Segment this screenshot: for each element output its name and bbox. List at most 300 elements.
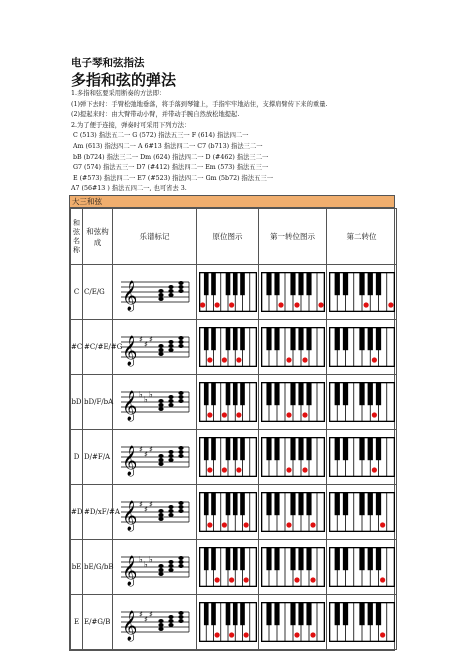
first-inversion-cell bbox=[259, 485, 327, 540]
first-inversion-cell bbox=[259, 320, 327, 375]
black-key bbox=[375, 602, 380, 625]
piano-keyboard bbox=[261, 492, 325, 532]
note-head bbox=[158, 462, 163, 466]
first-inversion-cell bbox=[259, 430, 327, 485]
black-key bbox=[306, 272, 311, 295]
black-key bbox=[306, 602, 311, 625]
note-head bbox=[158, 403, 163, 407]
piano-keyboard bbox=[199, 272, 257, 312]
black-key bbox=[290, 327, 295, 350]
finger-marker bbox=[221, 467, 226, 472]
note-head bbox=[158, 399, 163, 403]
black-key bbox=[298, 382, 303, 405]
piano-keyboard bbox=[199, 492, 257, 532]
black-key bbox=[342, 492, 347, 515]
note-head bbox=[178, 560, 183, 564]
treble-clef-icon: 𝄞 bbox=[121, 556, 137, 586]
accidental-icon: ♯ bbox=[148, 500, 153, 509]
black-key bbox=[266, 547, 271, 570]
treble-clef-icon: 𝄞 bbox=[121, 281, 137, 311]
finger-marker bbox=[221, 412, 226, 417]
note-head bbox=[158, 458, 163, 462]
finger-marker bbox=[278, 302, 283, 307]
black-key bbox=[334, 437, 339, 460]
table-row bbox=[71, 595, 397, 650]
note-head bbox=[168, 285, 173, 289]
note-head bbox=[158, 627, 163, 631]
treble-clef-icon: 𝄞 bbox=[121, 501, 137, 531]
finger-marker bbox=[229, 302, 234, 307]
note-head bbox=[158, 297, 163, 301]
note-head bbox=[158, 513, 163, 517]
second-inversion-cell bbox=[327, 320, 397, 375]
finger-marker bbox=[380, 632, 385, 637]
second-inversion-cell bbox=[327, 595, 397, 650]
black-key bbox=[211, 437, 216, 460]
note-head bbox=[178, 501, 183, 505]
black-key bbox=[232, 492, 237, 515]
second-inversion-cell bbox=[327, 375, 397, 430]
header-root-position: 原位图示 bbox=[197, 209, 259, 265]
first-inversion-cell bbox=[259, 595, 327, 650]
black-key bbox=[290, 272, 295, 295]
black-key bbox=[375, 547, 380, 570]
note-head bbox=[178, 564, 183, 568]
note-head bbox=[168, 513, 173, 517]
black-key bbox=[203, 272, 208, 295]
black-key bbox=[367, 492, 372, 515]
table-row bbox=[71, 265, 397, 320]
black-key bbox=[225, 437, 230, 460]
black-key bbox=[203, 327, 208, 350]
note-head bbox=[168, 623, 173, 627]
piano-keyboard bbox=[199, 327, 257, 367]
accidental-icon: ♯ bbox=[143, 615, 148, 624]
document-title: 电子琴和弦指法 bbox=[71, 57, 145, 69]
header-chord-name bbox=[71, 209, 83, 265]
root-position-cell bbox=[197, 485, 259, 540]
black-key bbox=[225, 382, 230, 405]
black-key bbox=[266, 327, 271, 350]
black-key bbox=[306, 382, 311, 405]
finger-marker bbox=[200, 302, 205, 307]
header-second-inversion: 第二转位 bbox=[327, 209, 397, 265]
black-key bbox=[367, 437, 372, 460]
piano-keyboard bbox=[261, 272, 325, 312]
note-head bbox=[178, 289, 183, 293]
black-key bbox=[306, 327, 311, 350]
finger-marker bbox=[310, 577, 315, 582]
note-head bbox=[178, 450, 183, 454]
black-key bbox=[274, 327, 279, 350]
note-head bbox=[168, 615, 173, 619]
note-head bbox=[168, 289, 173, 293]
piano-keyboard bbox=[329, 437, 395, 477]
body-line: (2)提起来时：由大臂带动小臂，并带动手腕自然放松地提起. bbox=[71, 111, 240, 119]
first-inversion-cell bbox=[259, 540, 327, 595]
piano-keyboard bbox=[261, 382, 325, 422]
black-key bbox=[375, 272, 380, 295]
finger-marker bbox=[302, 412, 307, 417]
note-head bbox=[178, 281, 183, 285]
finger-marker bbox=[214, 632, 219, 637]
note-head bbox=[178, 395, 183, 399]
table-row bbox=[71, 320, 397, 375]
note-head bbox=[178, 285, 183, 289]
black-key bbox=[342, 327, 347, 350]
note-head bbox=[178, 336, 183, 340]
finger-marker bbox=[229, 632, 234, 637]
finger-marker bbox=[207, 467, 212, 472]
note-head bbox=[168, 560, 173, 564]
music-staff bbox=[119, 326, 191, 368]
finger-marker bbox=[310, 522, 315, 527]
notation-cell bbox=[113, 595, 197, 650]
finger-marker bbox=[371, 467, 376, 472]
chord-name-cell: #D bbox=[71, 485, 83, 540]
note-head bbox=[168, 344, 173, 348]
black-key bbox=[240, 382, 245, 405]
root-position-cell bbox=[197, 430, 259, 485]
black-key bbox=[211, 382, 216, 405]
note-head bbox=[168, 340, 173, 344]
note-head bbox=[158, 509, 163, 513]
body-line: Am (613) 指法四二一 A 6#13 指法四二一 C7 (b713) 指法三二一 bbox=[73, 142, 263, 150]
note-head bbox=[178, 611, 183, 615]
black-key bbox=[342, 437, 347, 460]
piano-keyboard bbox=[329, 492, 395, 532]
root-position-cell bbox=[197, 375, 259, 430]
piano-keyboard bbox=[199, 382, 257, 422]
black-key bbox=[225, 492, 230, 515]
finger-marker bbox=[214, 302, 219, 307]
table-row bbox=[71, 430, 397, 485]
chord-composition-cell: D/#F/A bbox=[83, 430, 113, 485]
black-key bbox=[367, 602, 372, 625]
note-head bbox=[178, 391, 183, 395]
chord-name-cell: E bbox=[71, 595, 83, 650]
accidental-icon: ♯ bbox=[138, 335, 143, 344]
note-head bbox=[168, 399, 173, 403]
black-key bbox=[225, 547, 230, 570]
black-key bbox=[359, 492, 364, 515]
chord-composition-cell: bE/G/bB bbox=[83, 540, 113, 595]
piano-keyboard bbox=[261, 602, 325, 642]
second-inversion-cell bbox=[327, 265, 397, 320]
black-key bbox=[232, 327, 237, 350]
accidental-icon: ♭ bbox=[138, 390, 143, 399]
black-key bbox=[334, 492, 339, 515]
second-inversion-cell bbox=[327, 430, 397, 485]
finger-marker bbox=[286, 467, 291, 472]
note-head bbox=[168, 458, 173, 462]
black-key bbox=[290, 492, 295, 515]
root-position-cell bbox=[197, 265, 259, 320]
black-key bbox=[298, 547, 303, 570]
black-key bbox=[342, 382, 347, 405]
note-head bbox=[158, 352, 163, 356]
music-staff bbox=[119, 436, 191, 478]
black-key bbox=[203, 492, 208, 515]
note-head bbox=[168, 564, 173, 568]
finger-marker bbox=[371, 412, 376, 417]
black-key bbox=[342, 602, 347, 625]
accidental-icon: ♯ bbox=[138, 445, 143, 454]
black-key bbox=[306, 437, 311, 460]
black-key bbox=[298, 437, 303, 460]
finger-marker bbox=[243, 632, 248, 637]
finger-marker bbox=[302, 357, 307, 362]
treble-clef-icon: 𝄞 bbox=[121, 611, 137, 641]
black-key bbox=[240, 272, 245, 295]
accidental-icon: ♭ bbox=[148, 390, 153, 399]
black-key bbox=[266, 437, 271, 460]
black-key bbox=[359, 272, 364, 295]
root-position-cell bbox=[197, 320, 259, 375]
black-key bbox=[306, 492, 311, 515]
finger-marker bbox=[236, 357, 241, 362]
chord-name-cell: C bbox=[71, 265, 83, 320]
black-key bbox=[334, 382, 339, 405]
table-header-row bbox=[71, 209, 397, 265]
black-key bbox=[274, 492, 279, 515]
black-key bbox=[334, 602, 339, 625]
black-key bbox=[274, 547, 279, 570]
accidental-icon: ♯ bbox=[138, 610, 143, 619]
black-key bbox=[211, 602, 216, 625]
note-head bbox=[168, 450, 173, 454]
accidental-icon: ♭ bbox=[143, 560, 148, 569]
note-head bbox=[178, 446, 183, 450]
black-key bbox=[359, 327, 364, 350]
treble-clef-icon: 𝄞 bbox=[121, 391, 137, 421]
finger-marker bbox=[380, 522, 385, 527]
accidental-icon: ♭ bbox=[143, 395, 148, 404]
accidental-icon: ♯ bbox=[148, 610, 153, 619]
finger-marker bbox=[318, 302, 323, 307]
note-head bbox=[168, 568, 173, 572]
second-inversion-cell bbox=[327, 485, 397, 540]
treble-clef-icon: 𝄞 bbox=[121, 336, 137, 366]
black-key bbox=[240, 547, 245, 570]
black-key bbox=[367, 327, 372, 350]
treble-clef-icon: 𝄞 bbox=[121, 446, 137, 476]
note-head bbox=[178, 454, 183, 458]
accidental-icon: ♯ bbox=[143, 450, 148, 459]
black-key bbox=[375, 327, 380, 350]
finger-marker bbox=[294, 632, 299, 637]
header-notation: 乐谱标记 bbox=[113, 209, 197, 265]
black-key bbox=[211, 272, 216, 295]
finger-marker bbox=[229, 577, 234, 582]
note-head bbox=[168, 348, 173, 352]
note-head bbox=[158, 572, 163, 576]
body-line: 2.为了便于连接，弹奏时可采用下列方法： bbox=[71, 121, 191, 129]
body-line: (1)弹下去时：手臂松弛地垂落，将手落到琴键上，手指牢牢地站住，支撑肩臂传下来的重量. bbox=[71, 100, 328, 108]
note-head bbox=[158, 348, 163, 352]
black-key bbox=[342, 272, 347, 295]
piano-keyboard bbox=[199, 547, 257, 587]
note-head bbox=[158, 517, 163, 521]
header-chord-composition: 和弦构成 bbox=[83, 209, 113, 265]
black-key bbox=[203, 602, 208, 625]
black-key bbox=[232, 437, 237, 460]
black-key bbox=[290, 547, 295, 570]
body-line: C (513) 指法五二一 G (572) 指法五三一 F (614) 指法四二一 bbox=[73, 132, 249, 140]
note-head bbox=[168, 505, 173, 509]
black-key bbox=[240, 492, 245, 515]
piano-keyboard bbox=[329, 547, 395, 587]
table-row bbox=[71, 485, 397, 540]
black-key bbox=[203, 382, 208, 405]
notation-cell bbox=[113, 430, 197, 485]
note-head bbox=[168, 293, 173, 297]
black-key bbox=[266, 382, 271, 405]
black-key bbox=[225, 327, 230, 350]
note-head bbox=[168, 509, 173, 513]
chord-composition-cell: E/#G/B bbox=[83, 595, 113, 650]
table-row bbox=[71, 375, 397, 430]
body-line: bB (b724) 指法三二一 Dm (624) 指法四二一 D (#462) 指法三二一 bbox=[73, 153, 269, 161]
black-key bbox=[359, 437, 364, 460]
piano-keyboard bbox=[261, 327, 325, 367]
chord-name-cell: #C bbox=[71, 320, 83, 375]
black-key bbox=[232, 382, 237, 405]
black-key bbox=[359, 382, 364, 405]
black-key bbox=[203, 437, 208, 460]
body-line: A7 (56#13 ) 指法五四二一, 也可省去 3. bbox=[71, 185, 187, 193]
notation-cell bbox=[113, 320, 197, 375]
root-position-cell bbox=[197, 540, 259, 595]
finger-marker bbox=[310, 632, 315, 637]
black-key bbox=[240, 327, 245, 350]
finger-marker bbox=[221, 522, 226, 527]
music-staff bbox=[119, 491, 191, 533]
body-line: E (#573) 指法四二一 E7 (#523) 指法四二一 Gm (5b72) 指法五三一 bbox=[73, 174, 274, 182]
finger-marker bbox=[388, 302, 393, 307]
chord-composition-cell: bD/F/bA bbox=[83, 375, 113, 430]
note-head bbox=[158, 293, 163, 297]
finger-marker bbox=[236, 412, 241, 417]
finger-marker bbox=[243, 577, 248, 582]
second-inversion-cell bbox=[327, 540, 397, 595]
section-heading: 多指和弦的弹法 bbox=[71, 71, 177, 89]
accidental-icon: ♯ bbox=[148, 335, 153, 344]
note-head bbox=[168, 403, 173, 407]
finger-marker bbox=[221, 357, 226, 362]
root-position-cell bbox=[197, 595, 259, 650]
accidental-icon: ♭ bbox=[148, 555, 153, 564]
finger-marker bbox=[286, 357, 291, 362]
note-head bbox=[178, 505, 183, 509]
finger-marker bbox=[207, 522, 212, 527]
body-text bbox=[71, 89, 401, 195]
black-key bbox=[232, 272, 237, 295]
header-chord-name-text: 和 弦 名 称 bbox=[73, 218, 80, 254]
black-key bbox=[359, 547, 364, 570]
black-key bbox=[334, 547, 339, 570]
finger-marker bbox=[294, 302, 299, 307]
black-key bbox=[334, 327, 339, 350]
finger-marker bbox=[294, 577, 299, 582]
black-key bbox=[274, 437, 279, 460]
piano-keyboard bbox=[329, 327, 395, 367]
black-key bbox=[306, 547, 311, 570]
piano-keyboard bbox=[329, 602, 395, 642]
note-head bbox=[168, 619, 173, 623]
black-key bbox=[266, 272, 271, 295]
note-head bbox=[178, 615, 183, 619]
finger-marker bbox=[286, 522, 291, 527]
accidental-icon: ♯ bbox=[143, 340, 148, 349]
black-key bbox=[298, 492, 303, 515]
finger-marker bbox=[207, 412, 212, 417]
finger-marker bbox=[214, 577, 219, 582]
finger-marker bbox=[363, 302, 368, 307]
black-key bbox=[274, 382, 279, 405]
black-key bbox=[359, 602, 364, 625]
body-line: 1.多指和弦要采用断奏的方法即： bbox=[71, 90, 166, 97]
notation-cell bbox=[113, 485, 197, 540]
black-key bbox=[232, 602, 237, 625]
black-key bbox=[240, 437, 245, 460]
body-line: G7 (574) 指法五三一 D7 (#412) 指法四二一 Em (573) 指法五三一 bbox=[73, 164, 269, 172]
table-row bbox=[71, 540, 397, 595]
music-staff bbox=[119, 601, 191, 643]
note-head bbox=[158, 454, 163, 458]
black-key bbox=[334, 272, 339, 295]
piano-keyboard bbox=[199, 602, 257, 642]
black-key bbox=[203, 547, 208, 570]
note-head bbox=[178, 556, 183, 560]
accidental-icon: ♯ bbox=[148, 445, 153, 454]
music-staff bbox=[119, 546, 191, 588]
chord-name-cell: bE bbox=[71, 540, 83, 595]
music-staff bbox=[119, 381, 191, 423]
finger-marker bbox=[243, 522, 248, 527]
finger-marker bbox=[302, 467, 307, 472]
black-key bbox=[342, 547, 347, 570]
piano-keyboard bbox=[199, 437, 257, 477]
note-head bbox=[158, 344, 163, 348]
finger-marker bbox=[371, 357, 376, 362]
black-key bbox=[211, 547, 216, 570]
note-head bbox=[158, 564, 163, 568]
black-key bbox=[367, 547, 372, 570]
header-first-inversion: 第一转位图示 bbox=[259, 209, 327, 265]
black-key bbox=[266, 492, 271, 515]
note-head bbox=[178, 344, 183, 348]
piano-keyboard bbox=[329, 382, 395, 422]
black-key bbox=[225, 602, 230, 625]
music-staff bbox=[119, 271, 191, 313]
black-key bbox=[240, 602, 245, 625]
chord-composition-cell: C/E/G bbox=[83, 265, 113, 320]
piano-keyboard bbox=[261, 547, 325, 587]
chord-name-cell: bD bbox=[71, 375, 83, 430]
notation-cell bbox=[113, 265, 197, 320]
finger-marker bbox=[236, 467, 241, 472]
black-key bbox=[367, 272, 372, 295]
black-key bbox=[211, 492, 216, 515]
black-key bbox=[298, 327, 303, 350]
table-section-label: 大三和弦 bbox=[70, 196, 394, 208]
black-key bbox=[274, 272, 279, 295]
finger-marker bbox=[286, 412, 291, 417]
chord-name-cell: D bbox=[71, 430, 83, 485]
chord-table bbox=[69, 195, 395, 651]
first-inversion-cell bbox=[259, 375, 327, 430]
